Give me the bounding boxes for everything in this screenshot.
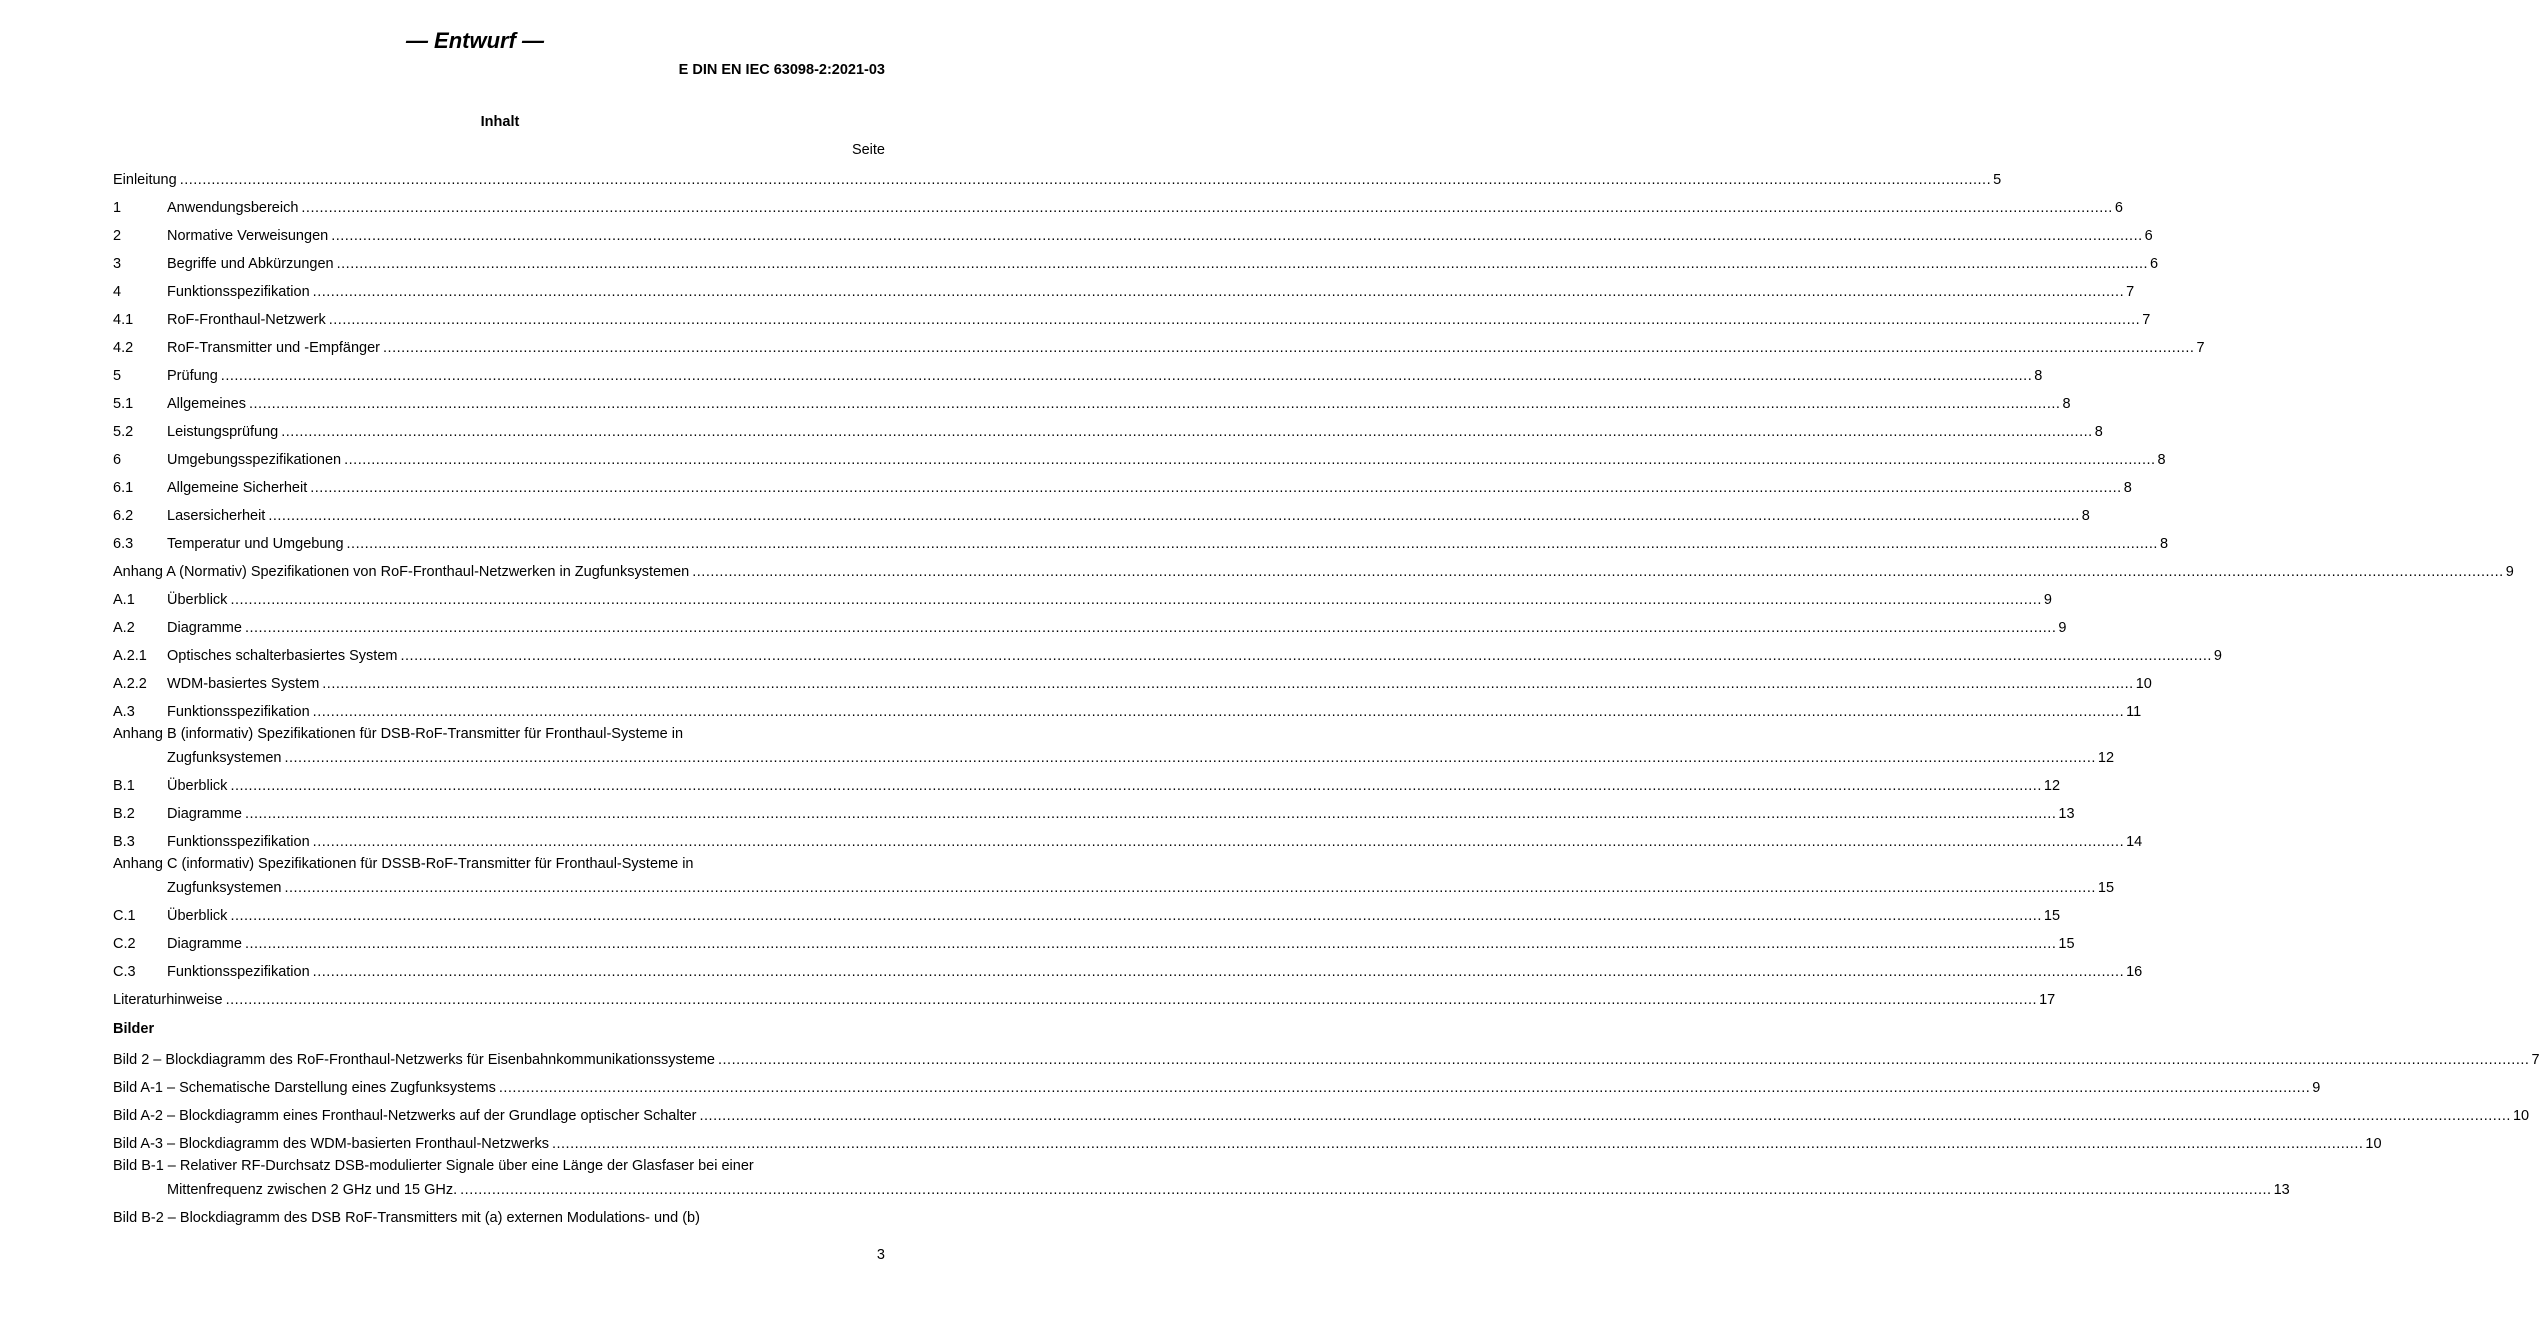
figure-entries [113,1042,2540,1228]
page-number: 3 [876,1247,885,1263]
dot-leader: ................................................................................................................................................................................................................................................................................................................................................................................................................ [244,806,2057,822]
toc-entry-page: 10 [2135,676,2152,692]
dot-leader: ................................................................................................................................................................................................................................................................................................................................................................................................................ [344,452,2156,468]
toc-entry-page: 9 [2505,564,2514,580]
dot-leader: ................................................................................................................................................................................................................................................................................................................................................................................................................ [699,1108,2511,1124]
table-of-contents [113,162,2540,1228]
toc-entry-page: 9 [2058,620,2067,636]
toc-entry-line [113,908,2061,924]
toc-entry-title: Begriffe und Abkürzungen [167,256,337,272]
toc-entry-title: Überblick [167,592,230,608]
toc-entry-title: Lasersicherheit [167,508,268,524]
toc-entry-line [113,396,2071,412]
document-id: E DIN EN IEC 63098-2:2021-03 [678,62,885,78]
toc-entry-number: C.2 [113,936,136,952]
toc-entry-title: Funktionsspezifikation [167,284,313,300]
toc-entry-line [113,592,2052,608]
toc-entry-title: Überblick [167,778,230,794]
toc-entry-line [113,992,2056,1008]
toc-entry-line [113,508,2090,524]
toc-entry-title: Allgemeine Sicherheit [167,480,310,496]
figure-entry-line [113,1210,881,1226]
dot-leader: ................................................................................................................................................................................................................................................................................................................................................................................................................ [383,340,2195,356]
toc-entry-page: 8 [2094,424,2103,440]
toc-entry-page: 13 [2058,806,2075,822]
toc-entry-page: 6 [2150,256,2159,272]
toc-entry[interactable] [113,554,2514,582]
toc-entry-line [113,256,2159,272]
dot-leader: ................................................................................................................................................................................................................................................................................................................................................................................................................ [310,480,2122,496]
toc-entry-line [113,564,2514,580]
dot-leader: ................................................................................................................................................................................................................................................................................................................................................................................................................ [346,536,2158,552]
toc-entry-title: Einleitung [113,172,180,188]
toc-entry-line [113,778,2061,794]
toc-entry-line [113,452,2166,468]
toc-entry-title: Funktionsspezifikation [167,964,313,980]
toc-entry-line [113,228,2153,244]
dot-leader: ................................................................................................................................................................................................................................................................................................................................................................................................................ [281,424,2093,440]
toc-entry-line [113,834,2143,850]
dot-leader: ................................................................................................................................................................................................................................................................................................................................................................................................................ [301,200,2113,216]
toc-entry-line [113,200,2123,216]
toc-entry[interactable] [113,414,2103,442]
toc-entry[interactable] [113,162,2002,190]
dot-leader: ................................................................................................................................................................................................................................................................................................................................................................................................................ [718,1052,2530,1068]
dot-leader: ................................................................................................................................................................................................................................................................................................................................................................................................................ [284,880,2096,896]
figure-entry-title: Bild A-1 – Schematische Darstellung eines Zugfunksystems [113,1080,496,1096]
toc-entry-line [113,620,2067,636]
toc-entry-line [113,936,2075,952]
dot-leader: ................................................................................................................................................................................................................................................................................................................................................................................................................ [312,964,2125,980]
figure-entry-line [113,1182,2290,1198]
dot-leader: ................................................................................................................................................................................................................................................................................................................................................................................................................ [312,284,2125,300]
toc-entry-page: 8 [2034,368,2043,384]
toc-entry-number: 2 [113,228,122,244]
toc-entry-title: Anhang C (informativ) Spezifikationen für DSSB-RoF-Transmitter für Fronthaul-Systeme in [113,856,694,872]
dot-leader: ................................................................................................................................................................................................................................................................................................................................................................................................................ [220,368,2033,384]
toc-entry-title: Überblick [167,908,230,924]
toc-entry[interactable] [113,302,2151,330]
toc-entry[interactable] [113,190,2123,218]
toc-entry-title: RoF-Fronthaul-Netzwerk [167,312,329,328]
toc-entry-number: A.2 [113,620,135,636]
toc-entry-number: 6.2 [113,508,134,524]
toc-entry-title: Anhang B (informativ) Spezifikationen für DSB-RoF-Transmitter für Fronthaul-Systeme in [113,726,684,742]
dot-leader: ................................................................................................................................................................................................................................................................................................................................................................................................................ [268,508,2080,524]
toc-entry[interactable] [113,610,2067,638]
toc-entry-page: 11 [2126,704,2142,720]
toc-entry-title: Diagramme [167,936,245,952]
figure-entry[interactable] [113,1042,2540,1070]
dot-leader: ................................................................................................................................................................................................................................................................................................................................................................................................................ [312,834,2125,850]
dot-leader: ................................................................................................................................................................................................................................................................................................................................................................................................................ [331,228,2143,244]
toc-entry-title: Leistungsprüfung [167,424,281,440]
toc-entry-page: 5 [1993,172,2002,188]
toc-entry-page: 8 [2159,536,2169,552]
toc-entry-number: 6 [113,452,122,468]
dot-leader: ................................................................................................................................................................................................................................................................................................................................................................................................................ [400,648,2212,664]
dot-leader: ................................................................................................................................................................................................................................................................................................................................................................................................................ [460,1182,2272,1198]
toc-entry[interactable] [113,852,2115,898]
dot-leader: ................................................................................................................................................................................................................................................................................................................................................................................................................ [179,172,1992,188]
figure-entry-title: Bild A-3 – Blockdiagramm des WDM-basierten Fronthaul-Netzwerks [113,1136,549,1152]
toc-entry[interactable] [113,358,2043,386]
toc-entry-page: 16 [2126,964,2143,980]
toc-entry[interactable] [113,982,2056,1010]
dot-leader: ................................................................................................................................................................................................................................................................................................................................................................................................................ [230,908,2042,924]
toc-entry[interactable] [113,898,2061,926]
toc-entry-line [113,424,2103,440]
toc-entry-page: 8 [2062,396,2071,412]
toc-entry-page: 6 [2114,200,2123,216]
figure-entry-page: 7 [2531,1052,2540,1068]
dot-leader: ................................................................................................................................................................................................................................................................................................................................................................................................................ [322,676,2134,692]
toc-entry-line [113,750,2115,766]
toc-entry-page: 14 [2126,834,2143,850]
toc-entry-title: Optisches schalterbasiertes System [167,648,400,664]
toc-entry[interactable] [113,954,2143,982]
toc-entry[interactable] [113,582,2052,610]
toc-entry-page: 8 [2157,452,2166,468]
figure-entry[interactable] [113,1070,2321,1098]
toc-entry-line [113,172,2002,188]
figure-entry-line [113,1052,2540,1068]
toc-entry-title: Funktionsspezifikation [167,834,313,850]
toc-entry-title: Literaturhinweise [113,992,226,1008]
dot-leader: ................................................................................................................................................................................................................................................................................................................................................................................................................ [692,564,2504,580]
toc-entry-title: WDM-basiertes System [167,676,322,692]
toc-entry-line [113,676,2152,692]
toc-entry-page: 7 [2196,340,2205,356]
toc-entry-page: 15 [2043,908,2061,924]
toc-entry[interactable] [113,470,2132,498]
toc-entry-page: 12 [2097,750,2115,766]
toc-entry-title: RoF-Transmitter und -Empfänger [167,340,383,356]
toc-entry-line [113,480,2132,496]
toc-entry-title: Funktionsspezifikation [167,704,313,720]
toc-entry[interactable] [113,526,2169,554]
figure-entry-title: Bild 2 – Blockdiagramm des RoF-Fronthaul-Netzwerks für Eisenbahnkommunikationssysteme [113,1052,715,1068]
toc-entry-line [113,648,2222,664]
dot-leader: ................................................................................................................................................................................................................................................................................................................................................................................................................ [230,592,2042,608]
toc-entry-line [113,704,2142,720]
toc-entry-page: 15 [2097,880,2115,896]
toc-entry-line [113,880,2115,896]
toc-entry[interactable] [113,638,2222,666]
toc-entry-number: A.3 [113,704,135,720]
toc-entry-line [113,312,2151,328]
toc-entry-title: Allgemeines [167,396,249,412]
toc-entry-title: Prüfung [167,368,221,384]
toc-entry[interactable] [113,498,2090,526]
toc-entry-number: A.2.2 [113,676,147,692]
figure-entry-title: Bild B-2 – Blockdiagramm des DSB RoF-Transmitters mit (a) externen Modulations- und (b) [113,1210,700,1226]
toc-entry-title-continued: Zugfunksystemen [113,750,284,766]
toc-entry-line [113,368,2043,384]
toc-entry-number: 1 [113,200,122,216]
toc-entry[interactable] [113,218,2153,246]
toc-entry-title-continued: Zugfunksystemen [113,880,284,896]
toc-entry-line [113,536,2169,552]
dot-leader: ................................................................................................................................................................................................................................................................................................................................................................................................................ [244,936,2057,952]
figure-entry-title-continued: Mittenfrequenz zwischen 2 GHz und 15 GHz. [167,1182,458,1198]
dot-leader: ................................................................................................................................................................................................................................................................................................................................................................................................................ [312,704,2125,720]
toc-entry[interactable] [113,722,2115,768]
toc-entry-page: 7 [2126,284,2135,300]
toc-entry-number: A.2.1 [113,648,147,664]
toc-entry-number: A.1 [113,592,135,608]
toc-entry[interactable] [113,246,2159,274]
toc-entry-page: 6 [2144,228,2153,244]
toc-entry-number: 4.2 [113,340,134,356]
figure-entry[interactable] [113,1154,2290,1200]
toc-entry-page: 7 [2142,312,2151,328]
toc-entry-title: Diagramme [167,806,245,822]
toc-entry-number: 4 [113,284,122,300]
toc-entry-number: B.3 [113,834,135,850]
draft-label: — Entwurf — [405,28,545,53]
dot-leader: ................................................................................................................................................................................................................................................................................................................................................................................................................ [284,750,2096,766]
toc-entry[interactable] [113,796,2075,824]
toc-title: Inhalt [480,114,520,130]
figure-entry-line [113,1136,2382,1152]
toc-entry[interactable] [113,330,2205,358]
dot-leader: ................................................................................................................................................................................................................................................................................................................................................................................................................ [244,620,2057,636]
toc-entry[interactable] [113,666,2152,694]
toc-entry-number: 4.1 [113,312,134,328]
toc-entry-title: Temperatur und Umgebung [167,536,347,552]
toc-entry-title: Diagramme [167,620,245,636]
toc-entry-title: Normative Verweisungen [167,228,331,244]
figure-entry-page: 10 [2512,1108,2530,1124]
toc-entry-number: C.1 [113,908,136,924]
toc-entry-page: 9 [2213,648,2222,664]
toc-entry-number: B.2 [113,806,135,822]
toc-entry-page: 9 [2043,592,2052,608]
figure-entry-page: 10 [2365,1136,2382,1152]
dot-leader: ................................................................................................................................................................................................................................................................................................................................................................................................................ [498,1080,2311,1096]
toc-entry[interactable] [113,824,2143,852]
toc-entry[interactable] [113,768,2061,796]
figure-entry-line [113,1108,2530,1124]
toc-entry-page: 17 [2039,992,2056,1008]
toc-entry[interactable] [113,694,2142,722]
figure-entry[interactable] [113,1098,2530,1126]
toc-entry-line [113,806,2075,822]
toc-entry-title: Anhang A (Normativ) Spezifikationen von RoF-Fronthaul-Netzwerken in Zugfunksystemen [113,564,692,580]
toc-entry-number: C.3 [113,964,136,980]
dot-leader: ................................................................................................................................................................................................................................................................................................................................................................................................................ [551,1136,2364,1152]
dot-leader: ................................................................................................................................................................................................................................................................................................................................................................................................................ [225,992,2038,1008]
figure-entry[interactable] [113,1200,881,1228]
dot-leader: ................................................................................................................................................................................................................................................................................................................................................................................................................ [249,396,2061,412]
toc-entry-number: 5.1 [113,396,134,412]
figure-entry-line [113,1080,2321,1096]
toc-entries [113,162,2514,1010]
figure-entry[interactable] [113,1126,2382,1154]
toc-entry-number: 6.1 [113,480,134,496]
toc-entry-number: 6.3 [113,536,134,552]
figures-heading: Bilder [113,1021,155,1037]
dot-leader: ................................................................................................................................................................................................................................................................................................................................................................................................................ [230,778,2042,794]
dot-leader: ................................................................................................................................................................................................................................................................................................................................................................................................................ [336,256,2149,272]
figure-entry-page: 13 [2273,1182,2290,1198]
figure-entry-page: 9 [2312,1080,2321,1096]
toc-entry[interactable] [113,386,2071,414]
toc-entry[interactable] [113,442,2166,470]
toc-entry-title: Umgebungsspezifikationen [167,452,344,468]
toc-entry-page: 15 [2058,936,2075,952]
toc-entry[interactable] [113,926,2075,954]
page-column-label: Seite [851,142,885,158]
figure-entry-title: Bild B-1 – Relativer RF-Durchsatz DSB-modulierter Signale über eine Länge der Glasfaser bei einer [113,1158,754,1174]
dot-leader: ................................................................................................................................................................................................................................................................................................................................................................................................................ [328,312,2141,328]
toc-entry-number: 5 [113,368,122,384]
toc-entry-page: 8 [2123,480,2132,496]
toc-entry-title: Anwendungsbereich [167,200,301,216]
toc-entry-page: 8 [2081,508,2090,524]
figure-entry-title: Bild A-2 – Blockdiagramm eines Fronthaul-Netzwerks auf der Grundlage optischer Schalter [113,1108,697,1124]
toc-entry-line [113,340,2205,356]
toc-entry-line [113,284,2135,300]
toc-entry-page: 12 [2043,778,2061,794]
toc-entry-number: 5.2 [113,424,134,440]
toc-entry-number: 3 [113,256,122,272]
toc-entry[interactable] [113,274,2135,302]
toc-entry-number: B.1 [113,778,135,794]
toc-entry-line [113,964,2143,980]
